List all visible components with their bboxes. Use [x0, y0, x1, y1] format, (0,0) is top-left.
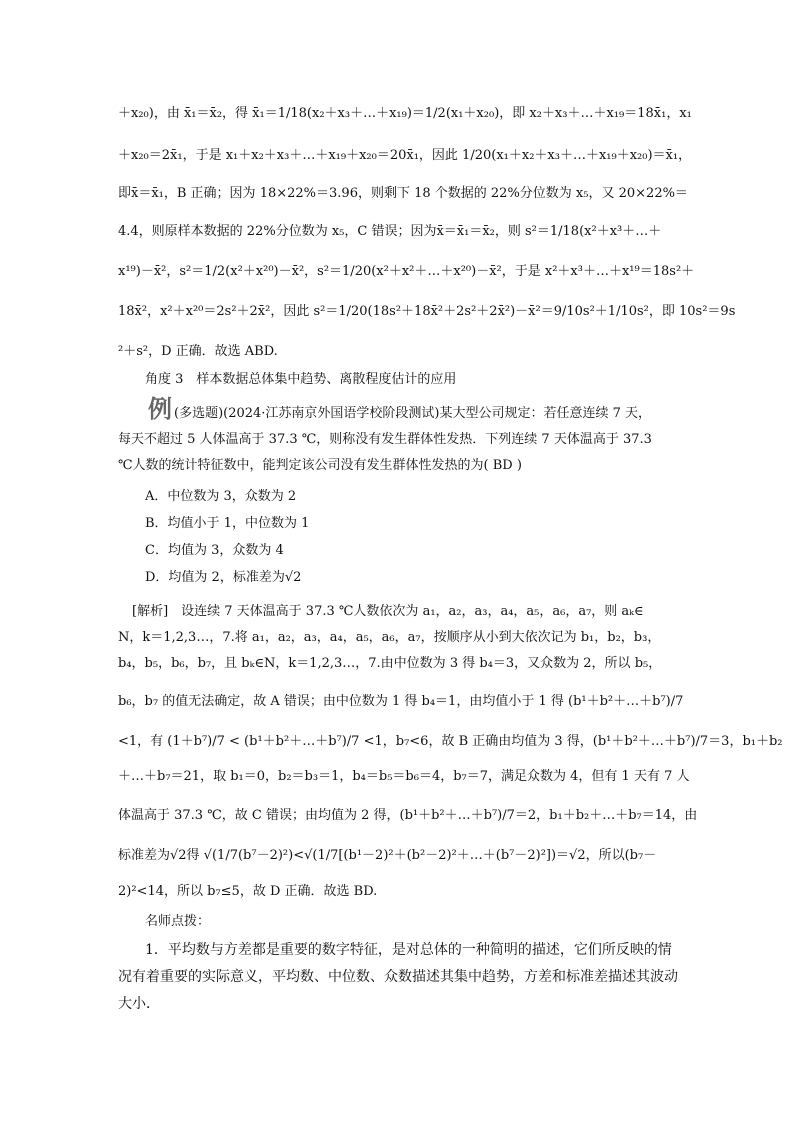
analysis-line: 体温高于 37.3 ℃，故 C 错误；由均值为 2 得，(b¹＋b²＋…＋b⁷)/7＝2，b₁＋b₂＋…＋b₇＝14，由 — [118, 808, 698, 823]
tips-line: 1．平均数与方差都是重要的数字特征，是对总体的一种简明的描述，它们所反映的情 — [145, 942, 672, 958]
analysis-line: 2)²<14，所以 b₇≤5，故 D 正确．故选 BD. — [118, 884, 378, 899]
option-d: D．均值为 2，标准差为√2 — [145, 570, 302, 585]
text-line: ²＋s²，D 正确．故选 ABD. — [118, 344, 278, 359]
text-line: ＋x₂₀＝2x̄₁，于是 x₁＋x₂＋x₃＋…＋x₁₉＋x₂₀＝20x̄₁，因此 1/20(x₁＋x₂＋x₃＋…＋x₁₉＋x₂₀)＝x̄₁， — [118, 148, 692, 163]
tips-line: 大小． — [118, 996, 160, 1012]
option-b: B．均值小于 1，中位数为 1 — [145, 516, 310, 531]
text-line: 18x̄²，x²＋x²⁰＝2s²＋2x̄²，因此 s²＝1/20(18s²＋18x̄²＋2s²＋2x̄²)－x̄²＝9/10s²＋1/10s²，即 10s²＝9s — [118, 304, 736, 319]
tips-label: 名师点拨： — [145, 914, 211, 929]
question-line: (多选题)(2024·江苏南京外国语学校阶段测试)某大型公司规定：若任意连续 7 天， — [174, 406, 652, 421]
analysis-line: [解析] 设连续 7 天体温高于 37.3 ℃人数依次为 a₁，a₂，a₃，a₄，a₅，a₆，a₇，则 aₖ∈ — [132, 604, 644, 619]
analysis-line: <1，有 (1＋b⁷)/7 < (b¹＋b²＋…＋b⁷)/7 <1，b₇<6，故 B 正确由均值为 3 得，(b¹＋b²＋…＋b⁷)/7＝3，b₁＋b₂ — [118, 734, 783, 749]
analysis-line: N，k＝1,2,3…，7.将 a₁，a₂，a₃，a₄，a₅，a₆，a₇，按顺序从小到大依次记为 b₁，b₂，b₃， — [118, 630, 661, 645]
analysis-line: b₄，b₅，b₆，b₇，且 bₖ∈N，k＝1,2,3…，7.由中位数为 3 得 b₄＝3，又众数为 2，所以 b₅， — [118, 656, 662, 671]
example-mark: 例 — [148, 395, 172, 423]
analysis-line: b₆，b₇ 的值无法确定，故 A 错误；由中位数为 1 得 b₄＝1，由均值小于 1 得 (b¹＋b²＋…＋b⁷)/7 — [118, 694, 684, 709]
text-line: ＋x₂₀)，由 x̄₁＝x̄₂，得 x̄₁＝1/18(x₂＋x₃＋…＋x₁₉)＝1/2(x₁＋x₂₀)，即 x₂＋x₃＋…＋x₁₉＝18x̄₁，x₁ — [118, 106, 692, 121]
analysis-line: 标准差为√2得 √(1/7(b⁷－2)²)<√(1/7[(b¹－2)²＋(b²－2)²＋…＋(b⁷－2)²])＝√2，所以(b₇－ — [118, 848, 657, 863]
text-line: x¹⁹)－x̄²，s²＝1/2(x²＋x²⁰)－x̄²，s²＝1/20(x²＋x²＋…＋x²⁰)－x̄²，于是 x²＋x³＋…＋x¹⁹＝18s²＋ — [118, 264, 695, 279]
text-line: 4.4，则原样本数据的 22%分位数为 x₅，C 错误；因为x̄＝x̄₁＝x̄₂，则 s²＝1/18(x²＋x³＋…＋ — [118, 224, 662, 239]
analysis-line: ＋…＋b₇＝21，取 b₁＝0，b₂＝b₃＝1，b₄＝b₅＝b₆＝4，b₇＝7，满足众数为 4，但有 1 天有 7 人 — [118, 769, 690, 784]
option-a: A．中位数为 3，众数为 2 — [145, 489, 297, 504]
option-c: C．均值为 3，众数为 4 — [145, 543, 284, 558]
question-line: ℃人数的统计特征数中，能判定该公司没有发生群体性发热的为( BD ) — [118, 458, 522, 473]
question-line: 每天不超过 5 人体温高于 37.3 ℃，则称没有发生群体性发热．下列连续 7 天体温高于 37.3 — [118, 432, 652, 447]
text-line: 即x̄＝x̄₁，B 正确；因为 18×22%＝3.96，则剩下 18 个数据的 22%分位数为 x₅，又 20×22%＝ — [118, 186, 688, 201]
tips-line: 况有着重要的实际意义，平均数、中位数、众数描述其集中趋势，方差和标准差描述其波动 — [118, 969, 678, 985]
section-heading: 角度 3 样本数据总体集中趋势、离散程度估计的应用 — [145, 372, 457, 387]
